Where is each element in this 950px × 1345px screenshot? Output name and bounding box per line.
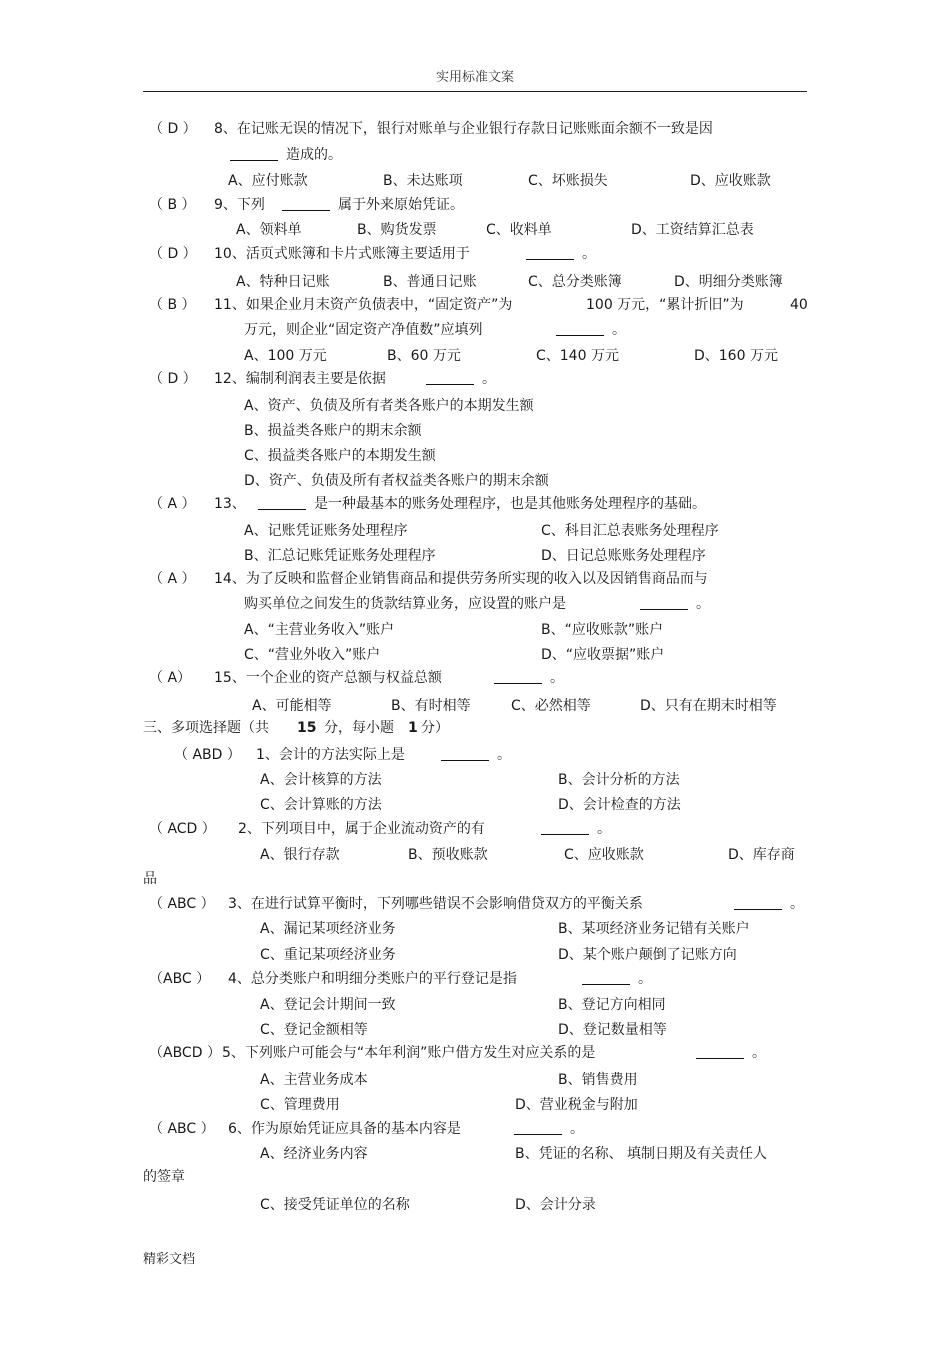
m2-stem-end: 。 xyxy=(597,821,611,837)
m1-option-c: C、会计算账的方法 xyxy=(260,797,382,813)
m3-option-a: A、漏记某项经济业务 xyxy=(260,921,396,937)
q10-stem: 10、活页式账簿和卡片式账簿主要适用于 xyxy=(214,246,470,262)
m3-answer: （ ABC ） xyxy=(149,896,215,912)
m1-option-a: A、会计核算的方法 xyxy=(260,772,382,788)
m5-blank xyxy=(696,1044,744,1059)
q15-option-b: B、有时相等 xyxy=(391,698,471,714)
q8-answer: （ D ） xyxy=(149,121,197,137)
m6-blank xyxy=(514,1120,562,1135)
m4-option-d: D、登记数量相等 xyxy=(558,1022,667,1038)
m4-stem-end: 。 xyxy=(638,971,652,987)
m1-option-d: D、会计检查的方法 xyxy=(558,797,681,813)
m4-option-b: B、登记方向相同 xyxy=(558,997,666,1013)
m4-blank xyxy=(582,970,630,985)
q15-stem-end: 。 xyxy=(550,670,564,686)
section3-total-points: 15 xyxy=(297,720,317,736)
m5-stem: 5、下列账户可能会与“本年利润”账户借方发生对应关系的是 xyxy=(222,1045,596,1061)
q8-option-d: D、应收账款 xyxy=(690,173,771,189)
m2-option-a: A、银行存款 xyxy=(260,847,340,863)
q11-option-d: D、160 万元 xyxy=(694,348,778,364)
m6-option-b-wrap: 的签章 xyxy=(143,1169,185,1185)
q9-option-c: C、收料单 xyxy=(486,222,552,238)
q14-stem: 14、为了反映和监督企业销售商品和提供劳务所实现的收入以及因销售商品而与 xyxy=(214,571,708,587)
m3-option-b: B、某项经济业务记错有关账户 xyxy=(558,921,750,937)
m6-option-a: A、经济业务内容 xyxy=(260,1146,368,1162)
m3-stem: 3、在进行试算平衡时，下列哪些错误不会影响借贷双方的平衡关系 xyxy=(228,896,643,912)
m6-stem-end: 。 xyxy=(570,1121,584,1137)
m4-option-c: C、登记金额相等 xyxy=(260,1022,368,1038)
q11-stem-line2: 万元，则企业“固定资产净值数”应填列 xyxy=(244,322,483,338)
q12-option-c: C、损益类各账户的本期发生额 xyxy=(244,448,436,464)
q8-option-b: B、未达账项 xyxy=(383,173,463,189)
q8-option-c: C、坏账损失 xyxy=(528,173,608,189)
q15-option-d: D、只有在期末时相等 xyxy=(640,698,777,714)
m2-option-d: D、库存商 xyxy=(728,847,795,863)
m6-stem: 6、作为原始凭证应具备的基本内容是 xyxy=(228,1121,461,1137)
q12-stem: 12、编制利润表主要是依据 xyxy=(214,371,386,387)
q12-stem-end: 。 xyxy=(482,371,496,387)
m4-option-a: A、登记会计期间一致 xyxy=(260,997,396,1013)
q9-answer: （ B ） xyxy=(149,197,196,213)
q13-blank xyxy=(258,495,306,510)
m1-stem: 1、会计的方法实际上是 xyxy=(256,747,405,763)
m5-answer: （ABCD ） xyxy=(149,1045,221,1061)
m5-option-a: A、主营业务成本 xyxy=(260,1072,368,1088)
m1-answer: （ ABD ） xyxy=(174,747,241,763)
m6-option-b: B、凭证的名称、 填制日期及有关责任人 xyxy=(515,1146,768,1162)
m6-option-c: C、接受凭证单位的名称 xyxy=(260,1197,410,1213)
q15-option-a: A、可能相等 xyxy=(252,698,332,714)
m2-option-d-wrap: 品 xyxy=(143,871,157,887)
m4-stem: 4、总分类账户和明细分类账户的平行登记是指 xyxy=(228,971,517,987)
q10-option-c: C、总分类账簿 xyxy=(528,274,622,290)
q10-stem-end: 。 xyxy=(582,246,596,262)
q14-stem-line2: 购买单位之间发生的货款结算业务，应设置的账户是 xyxy=(244,596,566,612)
m5-option-d: D、营业税金与附加 xyxy=(515,1097,638,1113)
m3-option-c: C、重记某项经济业务 xyxy=(260,947,396,963)
m6-option-d: D、会计分录 xyxy=(515,1197,596,1213)
q11-stem-part2: 100 万元，“累计折旧”为 xyxy=(586,297,744,313)
page-footer: 精彩文档 xyxy=(143,1252,196,1267)
m2-option-c: C、应收账款 xyxy=(564,847,644,863)
m2-stem: 2、下列项目中，属于企业流动资产的有 xyxy=(238,821,485,837)
m3-stem-end: 。 xyxy=(790,896,804,912)
q13-option-d: D、日记总账账务处理程序 xyxy=(541,548,706,564)
q10-answer: （ D ） xyxy=(149,246,197,262)
q9-option-b: B、购货发票 xyxy=(357,222,437,238)
q15-blank xyxy=(494,669,542,684)
q11-stem-end: 。 xyxy=(612,322,626,338)
q14-option-a: A、“主营业务收入”账户 xyxy=(244,622,395,638)
q14-blank xyxy=(640,595,688,610)
m4-answer: （ABC ） xyxy=(149,971,211,987)
q13-answer: （ A ） xyxy=(149,496,196,512)
q8-option-a: A、应付账款 xyxy=(228,173,308,189)
page-header: 实用标准文案 xyxy=(435,70,514,85)
q12-option-d: D、资产、负债及所有者权益类各账户的期末余额 xyxy=(244,473,549,489)
q8-stem-end: 造成的。 xyxy=(286,147,342,163)
q10-option-d: D、明细分类账簿 xyxy=(674,274,783,290)
m2-blank xyxy=(541,820,589,835)
q14-answer: （ A ） xyxy=(149,571,196,587)
header-divider xyxy=(143,91,807,92)
q15-stem: 15、一个企业的资产总额与权益总额 xyxy=(214,670,442,686)
m3-option-d: D、某个账户颠倒了记账方向 xyxy=(558,947,737,963)
q9-blank xyxy=(282,196,330,211)
q12-blank xyxy=(426,370,474,385)
q11-option-c: C、140 万元 xyxy=(536,348,619,364)
m5-option-c: C、管理费用 xyxy=(260,1097,340,1113)
q13-option-c: C、科目汇总表账务处理程序 xyxy=(541,523,719,539)
m2-answer: （ ACD ） xyxy=(149,821,216,837)
q14-stem-end: 。 xyxy=(696,596,710,612)
q9-option-a: A、领料单 xyxy=(236,222,302,238)
q13-stem: 13、 xyxy=(214,496,246,512)
q13-option-a: A、记账凭证账务处理程序 xyxy=(244,523,408,539)
q11-stem-part3: 40 xyxy=(790,297,808,313)
m1-blank xyxy=(441,746,489,761)
q14-option-b: B、“应收账款”账户 xyxy=(541,622,664,638)
q10-option-b: B、普通日记账 xyxy=(383,274,477,290)
m2-option-b: B、预收账款 xyxy=(408,847,488,863)
m6-answer: （ ABC ） xyxy=(149,1121,215,1137)
q11-option-b: B、60 万元 xyxy=(387,348,461,364)
q15-answer: （ A） xyxy=(149,670,192,686)
q15-option-c: C、必然相等 xyxy=(511,698,591,714)
m1-option-b: B、会计分析的方法 xyxy=(558,772,680,788)
q11-blank xyxy=(556,321,604,336)
q10-blank xyxy=(526,245,574,260)
q14-option-d: D、“应收票据”账户 xyxy=(541,647,665,663)
q12-option-a: A、资产、负债及所有者类各账户的本期发生额 xyxy=(244,398,534,414)
section3-title-mid: 分，每小题 xyxy=(324,720,394,736)
q11-stem: 11、如果企业月末资产负债表中，“固定资产”为 xyxy=(214,297,513,313)
q9-stem-end: 属于外来原始凭证。 xyxy=(338,197,464,213)
section3-title: 三、多项选择题（共 xyxy=(143,720,269,736)
q12-answer: （ D ） xyxy=(149,371,197,387)
m1-stem-end: 。 xyxy=(497,747,511,763)
q13-option-b: B、汇总记账凭证账务处理程序 xyxy=(244,548,436,564)
section3-points-each: 1 xyxy=(408,720,418,736)
q10-option-a: A、特种日记账 xyxy=(236,274,330,290)
m5-option-b: B、销售费用 xyxy=(558,1072,638,1088)
q11-option-a: A、100 万元 xyxy=(244,348,327,364)
q9-stem: 9、下列 xyxy=(214,197,265,213)
section3-title-end: 分） xyxy=(421,720,449,736)
m5-stem-end: 。 xyxy=(752,1045,766,1061)
q8-stem: 8、在记账无误的情况下，银行对账单与企业银行存款日记账账面余额不一致是因 xyxy=(214,121,713,137)
q9-option-d: D、工资结算汇总表 xyxy=(631,222,754,238)
m3-blank xyxy=(734,895,782,910)
q14-option-c: C、“营业外收入”账户 xyxy=(244,647,381,663)
q11-answer: （ B ） xyxy=(149,297,196,313)
q13-stem-end: 是一种最基本的账务处理程序，也是其他账务处理程序的基础。 xyxy=(314,496,706,512)
q8-blank xyxy=(230,146,278,161)
q12-option-b: B、损益类各账户的期末余额 xyxy=(244,423,422,439)
